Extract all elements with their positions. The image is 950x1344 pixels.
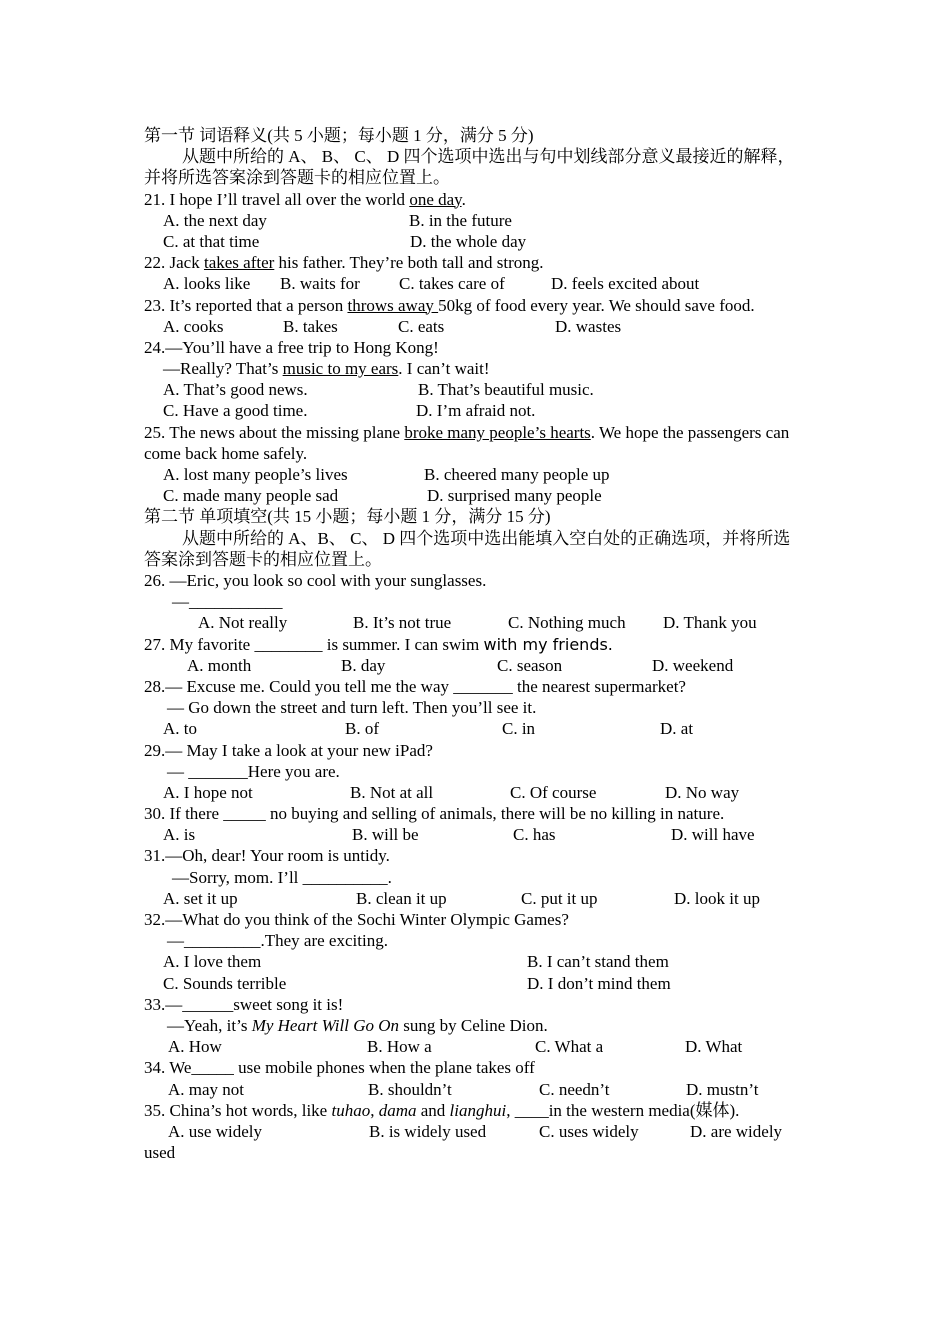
q28-option-b[interactable]: B. of [345, 719, 379, 739]
q29-options [144, 782, 804, 803]
question-24-reply: —Really? That’s music to my ears. I can’t wait! [163, 359, 490, 379]
question-23: 23. It’s reported that a person throws away 50kg of food every year. We should save food. [144, 295, 755, 315]
section1-title: 第一节 词语释义(共 5 小题；每小题 1 分，满分 5 分) [144, 126, 534, 145]
q22-option-c[interactable]: C. takes care of [399, 274, 505, 294]
q35-option-d[interactable]: D. are widely [690, 1121, 783, 1141]
q22-option-d[interactable]: D. feels excited about [551, 274, 700, 294]
q35-option-a[interactable]: A. use widely [168, 1121, 262, 1141]
question-21: 21. I hope I’ll travel all over the world one day. [144, 189, 466, 209]
q30-option-d[interactable]: D. will have [671, 825, 755, 845]
q26-option-b[interactable]: B. It’s not true [353, 613, 452, 633]
question-26: 26. —Eric, you look so cool with your sunglasses. [144, 571, 487, 591]
q27-options [144, 655, 804, 676]
q32-options-row1 [144, 951, 804, 972]
q25-options-row1 [144, 464, 804, 485]
question-25: 25. The news about the missing plane broke many people’s hearts. We hope the passengers can come back home safely. [144, 422, 790, 463]
q33-option-a[interactable]: A. How [168, 1037, 222, 1057]
q34-option-c[interactable]: C. needn’t [539, 1079, 610, 1099]
question-22: 22. Jack takes after his father. They’re both tall and strong. [144, 253, 544, 273]
q33-option-b[interactable]: B. How a [367, 1037, 432, 1057]
q22-options [144, 273, 804, 294]
q30-options [144, 824, 804, 845]
q35-option-c[interactable]: C. uses widely [539, 1121, 639, 1141]
q23-option-b[interactable]: B. takes [283, 316, 338, 336]
question-34: 34. We_____ use mobile phones when the plane takes off [144, 1058, 535, 1078]
q24-option-a[interactable]: A. That’s good news. [163, 380, 308, 400]
q35-option-b[interactable]: B. is widely used [369, 1121, 487, 1141]
q31-option-b[interactable]: B. clean it up [356, 888, 447, 908]
question-29-reply: — _______Here you are. [167, 761, 340, 781]
q32-options-row2 [144, 973, 804, 994]
q26-option-c[interactable]: C. Nothing much [508, 613, 626, 633]
q32-option-c[interactable]: C. Sounds terrible [163, 973, 287, 993]
question-31: 31.—Oh, dear! Your room is untidy. [144, 846, 390, 866]
question-35: 35. China’s hot words, like tuhao, dama and lianghui, ____in the western media(媒体). [144, 1100, 740, 1120]
q21-option-a[interactable]: A. the next day [163, 210, 267, 230]
q27-option-b[interactable]: B. day [341, 655, 386, 675]
section1-instruction: 从题中所给的 A、 B、 C、 D 四个选项中选出与句中划线部分意义最接近的解释，并将所选答案涂到答题卡的相应位置上。 [144, 147, 795, 188]
q32-option-a[interactable]: A. I love them [163, 952, 262, 972]
q26-options [144, 612, 804, 633]
q25-options-row2 [144, 485, 804, 506]
q25-option-c[interactable]: C. made many people sad [163, 486, 339, 506]
q33-option-d[interactable]: D. What [685, 1037, 743, 1057]
q24-options-row1 [144, 379, 804, 400]
q21-options-row1 [144, 210, 804, 231]
q31-option-c[interactable]: C. put it up [521, 888, 598, 908]
question-33: 33.—______sweet song it is! [144, 994, 344, 1014]
question-33-reply: —Yeah, it’s My Heart Will Go On sung by Celine Dion. [167, 1015, 548, 1035]
question-32-reply: —_________.They are exciting. [167, 931, 388, 951]
q24-options-row2 [144, 400, 804, 421]
q25-option-d[interactable]: D. surprised many people [427, 486, 602, 506]
q27-option-c[interactable]: C. season [497, 655, 563, 675]
q24-option-c[interactable]: C. Have a good time. [163, 401, 308, 421]
q22-option-a[interactable]: A. looks like [163, 274, 251, 294]
q35-options [144, 1121, 804, 1142]
q23-option-a[interactable]: A. cooks [163, 316, 224, 336]
q31-option-a[interactable]: A. set it up [163, 888, 238, 908]
question-28-reply: — Go down the street and turn left. Then you’ll see it. [167, 698, 537, 718]
q29-option-d[interactable]: D. No way [665, 782, 740, 802]
q25-option-b[interactable]: B. cheered many people up [424, 465, 610, 485]
q24-option-b[interactable]: B. That’s beautiful music. [418, 380, 594, 400]
q28-option-d[interactable]: D. at [660, 719, 694, 739]
section2-instruction: 从题中所给的 A、B、 C、 D 四个选项中选出能填入空白处的正确选项，并将所选答案涂到答题卡的相应位置上。 [144, 528, 791, 569]
question-27: 27. My favorite ________ is summer. I can swim with my friends. [144, 634, 613, 654]
question-24: 24.—You’ll have a free trip to Hong Kong! [144, 337, 439, 357]
q21-option-c[interactable]: C. at that time [163, 231, 260, 251]
q25-option-a[interactable]: A. lost many people’s lives [163, 465, 348, 485]
q26-option-d[interactable]: D. Thank you [663, 613, 757, 633]
q32-option-b[interactable]: B. I can’t stand them [527, 952, 669, 972]
question-26-reply: —___________ [172, 592, 283, 612]
q29-option-a[interactable]: A. I hope not [163, 782, 253, 802]
q28-option-c[interactable]: C. in [502, 719, 536, 739]
q30-option-b[interactable]: B. will be [352, 825, 419, 845]
section2-title: 第二节 单项填空(共 15 小题；每小题 1 分，满分 15 分) [144, 507, 551, 527]
q31-options [144, 888, 804, 909]
question-29: 29.— May I take a look at your new iPad? [144, 740, 433, 760]
q26-option-a[interactable]: A. Not really [198, 613, 288, 633]
q34-options [144, 1079, 804, 1100]
q28-options [144, 718, 804, 739]
q28-option-a[interactable]: A. to [163, 719, 197, 739]
q34-option-a[interactable]: A. may not [168, 1079, 245, 1099]
exam-page [144, 125, 804, 1163]
question-28: 28.— Excuse me. Could you tell me the way _______ the nearest supermarket? [144, 676, 686, 696]
q32-option-d[interactable]: D. I don’t mind them [527, 973, 671, 993]
q30-option-c[interactable]: C. has [513, 825, 556, 845]
q27-option-d[interactable]: D. weekend [652, 655, 734, 675]
q34-option-b[interactable]: B. shouldn’t [368, 1079, 452, 1099]
question-30: 30. If there _____ no buying and selling of animals, there will be no killing in nature. [144, 804, 725, 824]
q29-option-b[interactable]: B. Not at all [350, 782, 434, 802]
q23-options [144, 316, 804, 337]
question-32: 32.—What do you think of the Sochi Winter Olympic Games? [144, 910, 569, 930]
q21-options-row2 [144, 231, 804, 252]
q34-option-d[interactable]: D. mustn’t [686, 1079, 759, 1099]
q35-option-d-continued: used [144, 1143, 176, 1163]
q21-option-d[interactable]: D. the whole day [410, 231, 527, 251]
q33-option-c[interactable]: C. What a [535, 1037, 604, 1057]
q31-option-d[interactable]: D. look it up [674, 888, 760, 908]
q22-option-b[interactable]: B. waits for [280, 274, 360, 294]
q29-option-c[interactable]: C. Of course [510, 782, 597, 802]
q27-option-a[interactable]: A. month [187, 655, 252, 675]
q30-option-a[interactable]: A. is [163, 825, 196, 845]
q24-option-d[interactable]: D. I’m afraid not. [416, 401, 536, 421]
q23-option-c[interactable]: C. eats [398, 316, 445, 336]
question-31-reply: —Sorry, mom. I’ll __________. [172, 867, 392, 887]
q23-option-d[interactable]: D. wastes [555, 316, 622, 336]
q21-option-b[interactable]: B. in the future [409, 210, 512, 230]
q33-options [144, 1036, 804, 1057]
